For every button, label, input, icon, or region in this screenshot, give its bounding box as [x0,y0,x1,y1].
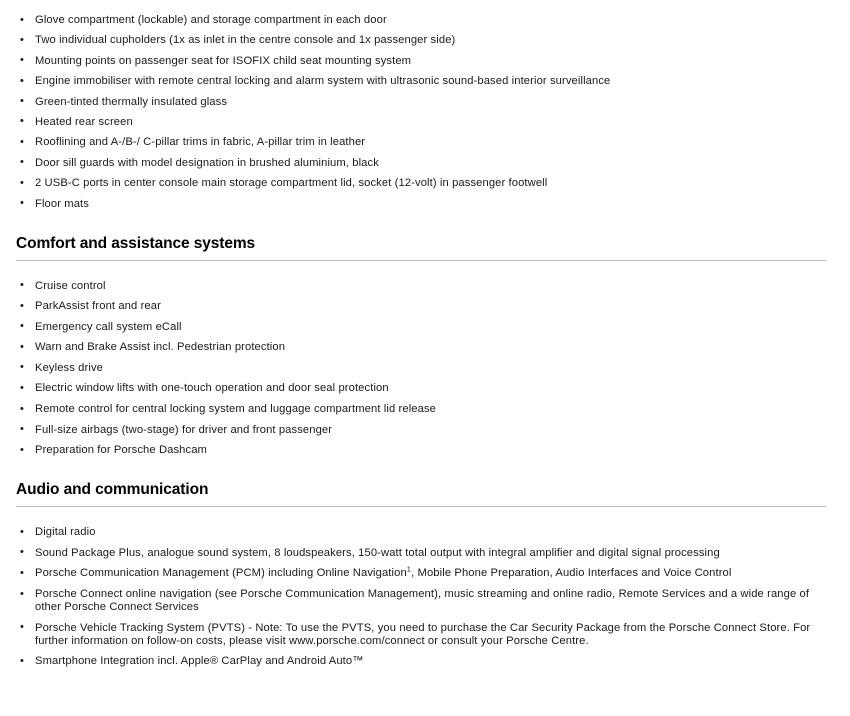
section-audio-and-communication [16,481,826,668]
list-item: • Glove compartment (lockable) and storage compartment in each door [16,14,826,27]
section-comfort-and-assistance-systems [16,235,826,458]
list-item: • Digital radio [16,526,826,539]
section-divider [16,260,826,261]
list-item: • Porsche Vehicle Tracking System (PVTS) - Note: To use the PVTS, you need to purchase the Car Security Package from the Porsche Connect Store. For further information on follow-on costs, please visit www.porsche.com/connect or consult your Porsche Centre. [16,622,826,648]
section-heading: Comfort and assistance systems [16,234,256,252]
list-item: • Floor mats [16,198,826,211]
list-item: • Keyless drive [16,362,826,375]
list-item: • Cruise control [16,280,826,293]
list-item: • Porsche Communication Management (PCM) including Online Navigation$^1$, Mobile Phone Preparation, Audio Interfaces and Voice Control [16,567,826,580]
list-item: • 2 USB-C ports in center console main storage compartment lid, socket (12-volt) in passenger footwell [16,177,826,190]
feature-list [16,280,826,458]
feature-list-block [16,14,826,211]
list-item: • Remote control for central locking system and luggage compartment lid release [16,403,826,416]
list-item: • Full-size airbags (two-stage) for driver and front passenger [16,424,826,437]
list-item: • Sound Package Plus, analogue sound system, 8 loudspeakers, 150-watt total output with integral amplifier and digital signal processing [16,547,826,560]
list-item: • Warn and Brake Assist incl. Pedestrian protection [16,341,826,354]
list-item: • Engine immobiliser with remote central locking and alarm system with ultrasonic sound-based interior surveillance [16,75,826,88]
section-heading: Audio and communication [16,481,209,499]
list-item: • Preparation for Porsche Dashcam [16,444,826,457]
list-item: • Smartphone Integration incl. Apple® CarPlay and Android Auto™ [16,655,826,668]
list-item: • Rooflining and A-/B-/ C-pillar trims in fabric, A-pillar trim in leather [16,136,826,149]
list-item: • Two individual cupholders (1x as inlet in the centre console and 1x passenger side) [16,34,826,47]
list-item: • Porsche Connect online navigation (see Porsche Communication Management), music streaming and online radio, Remote Services and a wide range of other Porsche Connect Services [16,588,826,614]
list-item: • Heated rear screen [16,116,826,129]
list-item: • Emergency call system eCall [16,321,826,334]
feature-list [16,14,826,211]
list-item: • Door sill guards with model designation in brushed aluminium, black [16,157,826,170]
feature-list [16,526,826,668]
list-item: • Green-tinted thermally insulated glass [16,96,826,109]
section-divider [16,506,826,507]
list-item: • Mounting points on passenger seat for ISOFIX child seat mounting system [16,55,826,68]
page-bottom-spacer [16,676,826,716]
list-item: • ParkAssist front and rear [16,300,826,313]
list-item: • Electric window lifts with one-touch operation and door seal protection [16,382,826,395]
